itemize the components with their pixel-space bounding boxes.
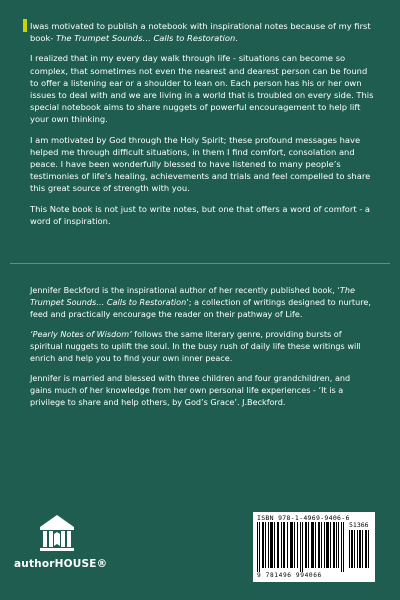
bio-paragraph-3: Jennifer is married and blessed with three children and four grandchildren, and gains much of her knowledge from her own personal life experiences - ‘It is a privilege to share and help others, by God’s Grace’. J.Beckford. bbox=[30, 373, 351, 407]
author-bio-block bbox=[30, 284, 374, 416]
publisher-name: authorHOUSE® bbox=[14, 558, 108, 570]
intro-text-block bbox=[30, 20, 374, 235]
accent-bar bbox=[23, 19, 27, 32]
bio-paragraph-1: Jennifer Beckford is the inspirational author of her recently published book, ‘The Trumpet Sounds… Calls to Restoration’; a collection of writings designed to nurture, feed and practically encourage the reader on their pathway of Life. bbox=[30, 285, 371, 319]
price-code: 51366 bbox=[349, 521, 369, 529]
intro-paragraph-4: This Note book is not just to write notes, but one that offers a word of comfort - a word of inspiration. bbox=[30, 203, 371, 226]
drop-letter: I bbox=[30, 21, 33, 31]
intro-paragraph-3: I am motivated by God through the Holy Spirit; these profound messages have helped me through difficult situations, in them I find comfort, consolation and peace. I have been wonderfully blessed to have listened to many people’s testimonies of life’s healing, achievements and trials and feel compelled to share this great source of strength with you. bbox=[30, 134, 371, 194]
intro-paragraph-1: Iwas motivated to publish a notebook with inspirational notes because of my first book- The Trumpet Sounds… Calls to Restoration. bbox=[30, 20, 374, 44]
barcode-digits: 9 781496 994066 bbox=[257, 572, 322, 579]
isbn-text: ISBN 978-1-4969-9406-6 bbox=[257, 514, 350, 522]
house-book-icon bbox=[36, 512, 78, 554]
barcode bbox=[253, 512, 375, 582]
section-divider bbox=[10, 263, 390, 264]
book-title: The Trumpet Sounds… Calls to Restoration bbox=[56, 33, 236, 44]
intro-paragraph-2: I realized that in my every day walk through life - situations can become so complex, that sometimes not even the nearest and dearest person can be found to offer a listening ear or a shoulder to lean on. Each person has his or her own issues to deal with and we are living in a world that is troubled on every side. This special notebook aims to share nuggets of powerful encouragement to help lift your own thinking. bbox=[30, 53, 374, 125]
bio-paragraph-2: ‘Pearly Notes of Wisdom’ follows the same literary genre, providing bursts of spiritual nuggets to uplift the soul. In the busy rush of daily life these writings will enrich and help you to find your own inner peace. bbox=[30, 329, 361, 363]
barcode-bars bbox=[257, 522, 345, 572]
publisher-logo bbox=[14, 512, 108, 582]
price-barcode-bars bbox=[349, 530, 371, 568]
book-title: The Trumpet Sounds… Calls to Restoration bbox=[30, 285, 355, 307]
notebook-title: ‘Pearly Notes of Wisdom’ bbox=[30, 329, 132, 339]
